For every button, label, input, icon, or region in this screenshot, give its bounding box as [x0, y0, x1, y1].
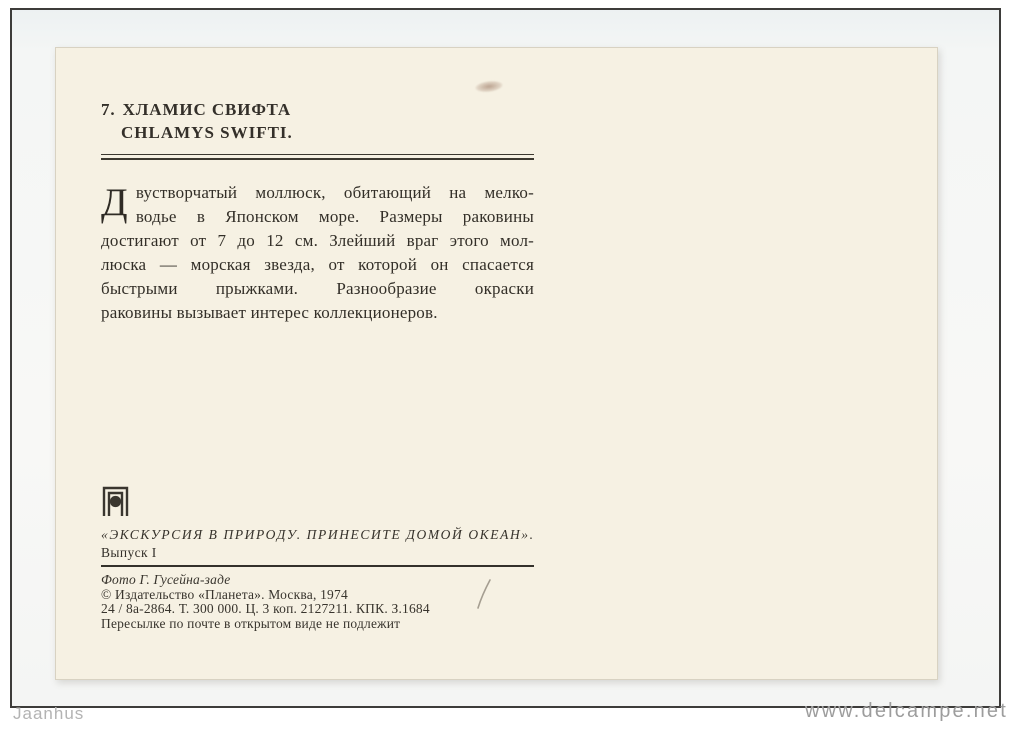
catalog-number: 7.	[101, 100, 116, 119]
description-paragraph	[101, 181, 534, 325]
photo-credit: Фото Г. Гусейна-заде	[101, 572, 231, 587]
title-line-russian	[101, 98, 534, 121]
series-slogan: «ЭКСКУРСИЯ В ПРИРОДУ. ПРИНЕСИТЕ ДОМОЙ ОКЕАН».	[101, 527, 535, 542]
drop-cap: Д	[101, 181, 128, 224]
pen-mark	[476, 578, 494, 610]
print-code-line: 24 / 8а-2864. Т. 300 000. Ц. 3 коп. 2127211. КПК. З.1684	[101, 601, 430, 616]
description-line: достигают от 7 до 12 см. Злейший враг этого мол-	[101, 231, 534, 250]
description-line: люска — морская звезда, от которой он спасается	[101, 255, 534, 274]
postcard-back	[55, 47, 938, 680]
publisher-line: © Издательство «Планета». Москва, 1974	[101, 586, 348, 602]
description-line: быстрыми прыжками. Разнообразие окраски	[101, 279, 534, 298]
mailing-notice: Пересылке по почте в открытом виде не подлежит	[101, 615, 401, 631]
watermark-site: www.delcampe.net	[804, 700, 1008, 722]
postcard-content	[101, 48, 534, 631]
scan-frame	[10, 8, 1001, 708]
imprint-divider	[101, 565, 534, 567]
description-line: водье в Японском море. Размеры раковины	[135, 207, 534, 226]
watermark-seller: Jaanhus	[13, 704, 85, 723]
card-title	[101, 98, 534, 144]
series-issue: Выпуск I	[101, 545, 157, 560]
description-line: раковины вызывает интерес коллекционеров.	[101, 303, 438, 322]
title-russian: ХЛАМИС СВИФТА	[122, 100, 292, 119]
title-rule	[101, 154, 534, 160]
imprint-block	[101, 573, 534, 631]
planeta-publisher-logo-icon	[101, 485, 133, 519]
title-latin: CHLAMYS SWIFTI.	[121, 123, 293, 142]
description-line: вустворчатый моллюск, обитающий на мелко-	[135, 183, 534, 202]
